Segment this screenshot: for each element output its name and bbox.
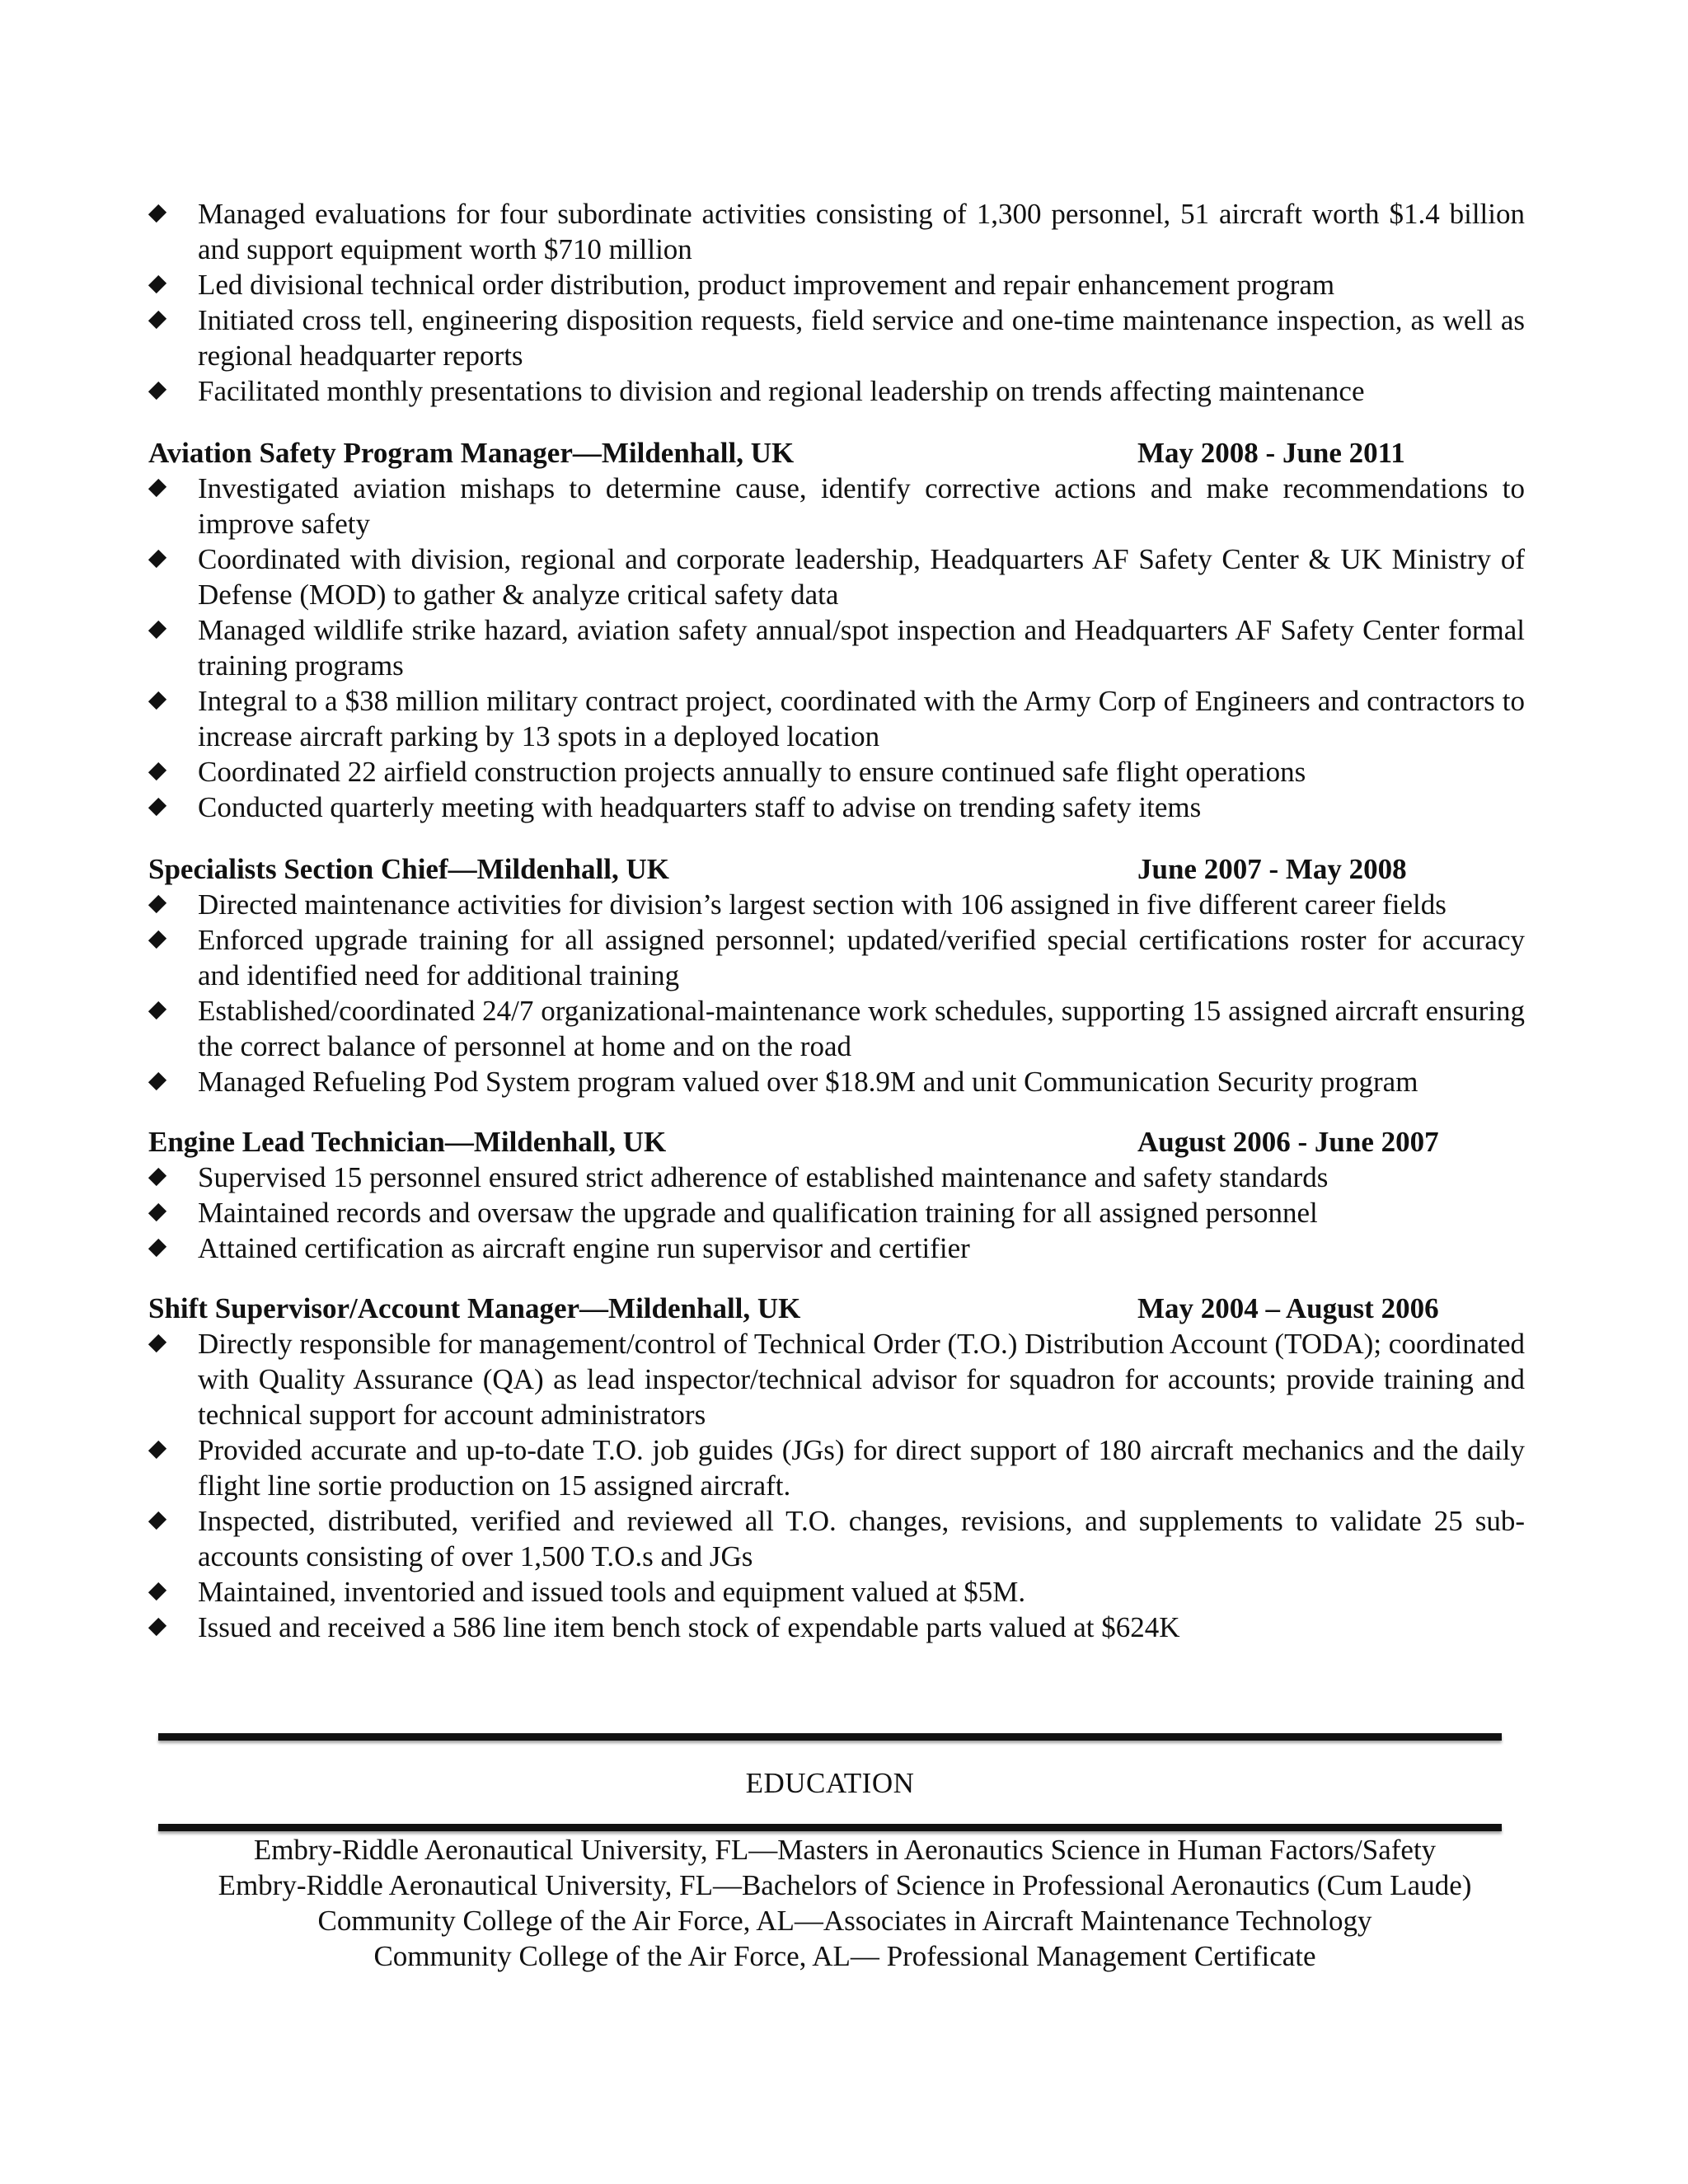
job-bullet-list — [148, 887, 1525, 1099]
bullet-item: Enforced upgrade training for all assigned personnel; updated/verified special certifications roster for accuracy and identified need for additional training — [148, 922, 1525, 993]
bullet-item: Maintained records and oversaw the upgrade and qualification training for all assigned personnel — [148, 1195, 1525, 1230]
diamond-bullet-icon — [148, 204, 166, 223]
bullet-item: Led divisional technical order distribution, product improvement and repair enhancement program — [148, 267, 1525, 302]
job-header — [148, 435, 1525, 471]
diamond-bullet-icon — [148, 1203, 166, 1221]
diamond-bullet-icon — [148, 1072, 166, 1090]
job-bullet-list — [148, 1160, 1525, 1266]
job-title: Specialists Section Chief—Mildenhall, UK — [148, 853, 669, 885]
education-entry: Community College of the Air Force, AL— Professional Management Certificate — [373, 1940, 1316, 1972]
diamond-bullet-icon — [148, 311, 166, 329]
bullet-item: Investigated aviation mishaps to determine cause, identify corrective actions and make recommendations to improve safety — [148, 471, 1525, 541]
bullet-item: Supervised 15 personnel ensured strict adherence of established maintenance and safety standards — [148, 1160, 1525, 1195]
job-entry — [148, 1291, 1525, 1645]
diamond-bullet-icon — [148, 479, 166, 497]
bullet-item: Managed wildlife strike hazard, aviation safety annual/spot inspection and Headquarters AF Safety Center formal training programs — [148, 612, 1525, 683]
diamond-bullet-icon — [148, 1239, 166, 1257]
diamond-bullet-icon — [148, 762, 166, 780]
bullet-item: Facilitated monthly presentations to division and regional leadership on trends affecting maintenance — [148, 373, 1525, 409]
diamond-bullet-icon — [148, 275, 166, 293]
diamond-bullet-icon — [148, 1334, 166, 1352]
bullet-item: Attained certification as aircraft engine run supervisor and certifier — [148, 1230, 1525, 1266]
education-entry: Embry-Riddle Aeronautical University, FL—Masters in Aeronautics Science in Human Factors/Safety — [253, 1834, 1437, 1866]
job-bullet-list — [148, 471, 1525, 825]
job-dates: May 2008 - June 2011 — [1137, 437, 1405, 469]
job-header — [148, 1124, 1525, 1160]
intro-bullet-list — [148, 196, 1525, 409]
job-entry — [148, 851, 1525, 1099]
bullet-item: Managed evaluations for four subordinate activities consisting of 1,300 personnel, 51 aircraft worth $1.4 billion and support equipment worth $710 million — [148, 196, 1525, 267]
bullet-item: Established/coordinated 24/7 organizational-maintenance work schedules, supporting 15 assigned aircraft ensuring the correct balance of personnel at home and on the road — [148, 993, 1525, 1064]
job-title: Aviation Safety Program Manager—Mildenhall, UK — [148, 437, 795, 469]
diamond-bullet-icon — [148, 550, 166, 568]
bullet-item: Conducted quarterly meeting with headquarters staff to advise on trending safety items — [148, 790, 1525, 825]
job-entry — [148, 435, 1525, 825]
bullet-item: Coordinated 22 airfield construction projects annually to ensure continued safe flight operations — [148, 754, 1525, 790]
diamond-bullet-icon — [148, 1582, 166, 1601]
bullet-item: Initiated cross tell, engineering disposition requests, field service and one-time maintenance inspection, as well as regional headquarter reports — [148, 302, 1525, 373]
diamond-bullet-icon — [148, 1168, 166, 1186]
bullet-item: Issued and received a 586 line item bench stock of expendable parts valued at $624K — [148, 1610, 1525, 1645]
education-list — [148, 1832, 1541, 1974]
diamond-bullet-icon — [148, 798, 166, 816]
bullet-item: Provided accurate and up-to-date T.O. job guides (JGs) for direct support of 180 aircraft mechanics and the daily flight line sortie production on 15 assigned aircraft. — [148, 1432, 1525, 1503]
bullet-item: Coordinated with division, regional and corporate leadership, Headquarters AF Safety Center & UK Ministry of Defense (MOD) to gather & analyze critical safety data — [148, 541, 1525, 612]
bullet-item: Integral to a $38 million military contract project, coordinated with the Army Corp of Engineers and contractors to increase aircraft parking by 13 spots in a deployed location — [148, 683, 1525, 754]
diamond-bullet-icon — [148, 1618, 166, 1636]
job-dates: August 2006 - June 2007 — [1137, 1126, 1439, 1158]
diamond-bullet-icon — [148, 1511, 166, 1530]
bullet-item: Directly responsible for management/control of Technical Order (T.O.) Distribution Account (TODA); coordinated with Quality Assurance (QA) as lead inspector/technical advisor for squadron for accounts; provide training and technical support for account administrators — [148, 1326, 1525, 1432]
diamond-bullet-icon — [148, 930, 166, 949]
bullet-item: Managed Refueling Pod System program valued over $18.9M and unit Communication Security program — [148, 1064, 1525, 1099]
bullet-item: Inspected, distributed, verified and reviewed all T.O. changes, revisions, and supplements to validate 25 sub-accounts consisting of over 1,500 T.O.s and JGs — [148, 1503, 1525, 1574]
education-heading-block — [158, 1733, 1502, 1831]
diamond-bullet-icon — [148, 1001, 166, 1019]
job-dates: May 2004 – August 2006 — [1137, 1292, 1439, 1324]
bullet-item: Maintained, inventoried and issued tools and equipment valued at $5M. — [148, 1574, 1525, 1610]
diamond-bullet-icon — [148, 1441, 166, 1459]
diamond-bullet-icon — [148, 621, 166, 639]
bottom-divider — [158, 1824, 1502, 1831]
education-entry: Community College of the Air Force, AL—Associates in Aircraft Maintenance Technology — [317, 1905, 1372, 1937]
job-bullet-list — [148, 1326, 1525, 1645]
diamond-bullet-icon — [148, 895, 166, 913]
diamond-bullet-icon — [148, 691, 166, 710]
job-header — [148, 1291, 1525, 1326]
education-heading: EDUCATION — [745, 1767, 915, 1799]
experience-section — [148, 196, 1525, 1645]
job-entry — [148, 1124, 1525, 1266]
bullet-item: Directed maintenance activities for division’s largest section with 106 assigned in five different career fields — [148, 887, 1525, 922]
job-header — [148, 851, 1525, 887]
job-title: Shift Supervisor/Account Manager—Mildenhall, UK — [148, 1292, 801, 1324]
diamond-bullet-icon — [148, 382, 166, 400]
top-divider — [158, 1733, 1502, 1741]
education-entry: Embry-Riddle Aeronautical University, FL—Bachelors of Science in Professional Aeronautics (Cum Laude) — [218, 1869, 1472, 1901]
job-title: Engine Lead Technician—Mildenhall, UK — [148, 1126, 667, 1158]
job-dates: June 2007 - May 2008 — [1137, 853, 1407, 885]
